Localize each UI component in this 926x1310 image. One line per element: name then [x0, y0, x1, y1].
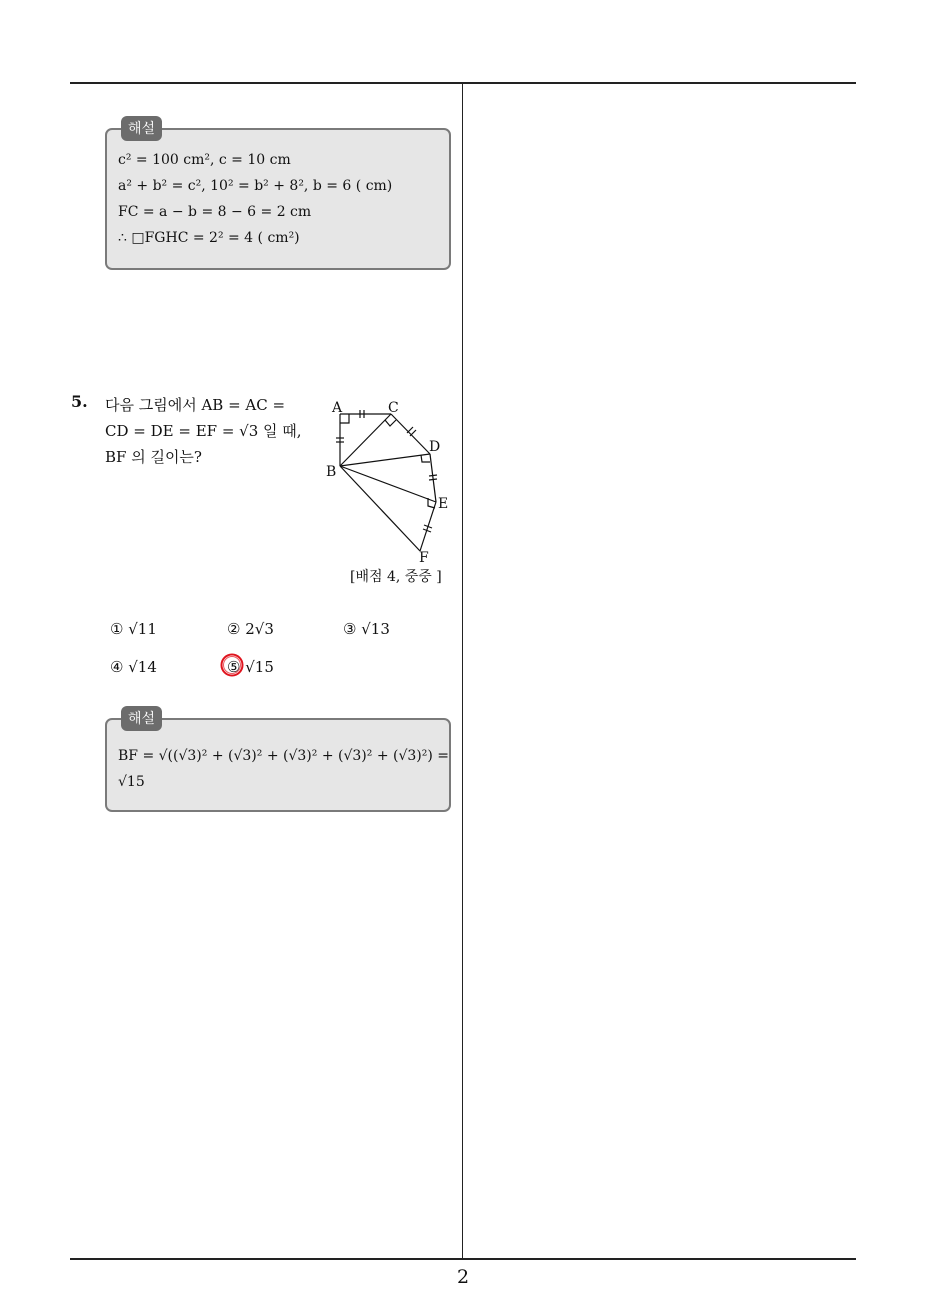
solution-tag: 해설 — [121, 706, 162, 731]
figure-label-e: E — [438, 496, 449, 512]
choice-4[interactable]: ④ √14 — [110, 658, 157, 676]
answer-circle-mark — [220, 653, 244, 677]
solution-line: c² = 100 cm², c = 10 cm — [118, 152, 291, 168]
choice-3[interactable]: ③ √13 — [343, 620, 390, 638]
solution-box-2 — [105, 711, 451, 812]
score-label: [배점 4, 중중 ] — [350, 569, 442, 585]
choice-1[interactable]: ① √11 — [110, 620, 157, 638]
solution-line: ∴ □FGHC = 2² = 4 ( cm²) — [118, 230, 300, 246]
solution-line: BF = √((√3)² + (√3)² + (√3)² + (√3)² + (√3)²) = — [118, 748, 450, 764]
figure-label-d: D — [429, 439, 441, 455]
solution-box-1 — [105, 121, 451, 270]
question-text-line: CD = DE = EF = √3 일 때, — [105, 422, 302, 440]
question-text-line: BF 의 길이는? — [105, 448, 202, 466]
solution-tag: 해설 — [121, 116, 162, 141]
question-text-line: 다음 그림에서 AB = AC = — [105, 396, 286, 414]
figure-label-a: A — [332, 400, 343, 416]
solution-line: FC = a − b = 8 − 6 = 2 cm — [118, 204, 312, 220]
figure-label-b: B — [326, 464, 337, 480]
solution-line: a² + b² = c², 10² = b² + 8², b = 6 ( cm) — [118, 178, 393, 194]
column-divider — [462, 84, 463, 1258]
figure-label-f: F — [419, 550, 429, 566]
bottom-rule — [70, 1258, 856, 1260]
question-number: 5. — [71, 392, 88, 411]
solution-line: √15 — [118, 774, 145, 790]
choice-2[interactable]: ② 2√3 — [227, 620, 274, 638]
figure-label-c: C — [388, 400, 399, 416]
page-number: 2 — [456, 1266, 470, 1288]
geometry-figure — [322, 396, 462, 571]
choice-5[interactable]: ⑤ √15 — [227, 658, 274, 676]
top-rule — [70, 82, 856, 84]
